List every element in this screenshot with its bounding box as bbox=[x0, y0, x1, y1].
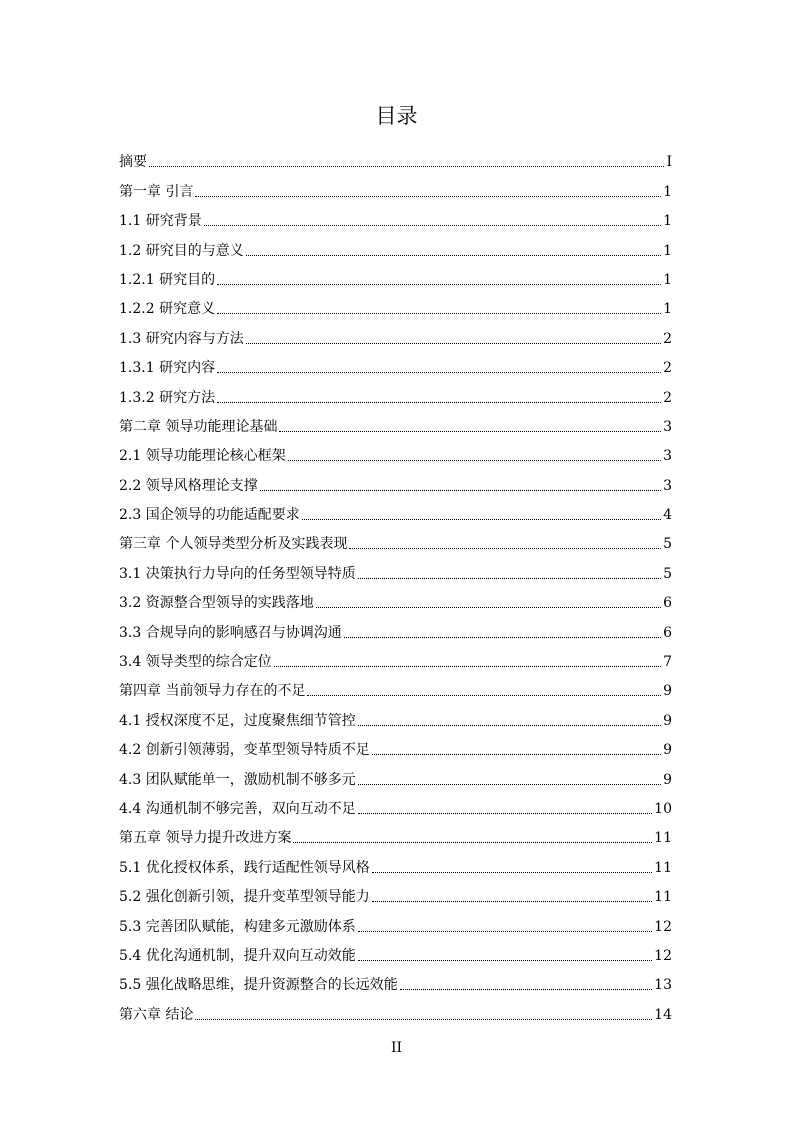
toc-entry[interactable] bbox=[119, 583, 672, 612]
toc-entry-page: 14 bbox=[654, 1006, 672, 1023]
page-number: II bbox=[390, 1040, 403, 1056]
toc-entry[interactable] bbox=[119, 965, 672, 994]
toc-entry-page: 9 bbox=[663, 712, 672, 729]
dot-leader bbox=[358, 930, 652, 932]
dot-leader bbox=[358, 577, 661, 579]
toc-entry-label: 第一章 引言 bbox=[119, 183, 194, 200]
dot-leader bbox=[349, 547, 661, 549]
dot-leader bbox=[293, 841, 652, 843]
toc-entry-label: 第二章 领导功能理论基础 bbox=[119, 418, 278, 435]
toc-entry[interactable] bbox=[119, 847, 672, 876]
toc-entry-page: 11 bbox=[654, 889, 672, 906]
toc-entry-label: 5.2 强化创新引领，提升变革型领导能力 bbox=[119, 889, 370, 906]
toc-entry-label: 3.1 决策执行力导向的任务型领导特质 bbox=[119, 565, 356, 582]
dot-leader bbox=[358, 783, 661, 785]
dot-leader bbox=[279, 430, 661, 432]
toc-entry[interactable] bbox=[119, 700, 672, 729]
toc-entry-page: I bbox=[666, 154, 672, 171]
toc-entry-label: 1.3.2 研究方法 bbox=[119, 389, 216, 406]
toc-entry-label: 3.3 合规导向的影响感召与协调沟通 bbox=[119, 624, 342, 641]
toc-entry-label: 1.2 研究目的与意义 bbox=[119, 242, 244, 259]
dot-leader bbox=[260, 489, 661, 491]
toc-entry[interactable] bbox=[119, 671, 672, 700]
dot-leader bbox=[217, 371, 661, 373]
toc-entry-page: 1 bbox=[663, 213, 672, 230]
toc-entry[interactable] bbox=[119, 642, 672, 671]
toc-entry-label: 5.1 优化授权体系，践行适配性领导风格 bbox=[119, 859, 370, 876]
dot-leader bbox=[372, 871, 652, 873]
toc-entry-page: 1 bbox=[663, 301, 672, 318]
toc-entry-page: 3 bbox=[663, 477, 672, 494]
toc-entry-label: 第六章 结论 bbox=[119, 1006, 194, 1023]
toc-entry[interactable] bbox=[119, 789, 672, 818]
toc-entry-label: 2.1 领导功能理论核心框架 bbox=[119, 448, 286, 465]
toc-entry-page: 5 bbox=[663, 536, 672, 553]
toc-entry[interactable] bbox=[119, 553, 672, 582]
dot-leader bbox=[246, 254, 661, 256]
dot-leader bbox=[344, 636, 661, 638]
toc-entry-label: 4.1 授权深度不足，过度聚焦细节管控 bbox=[119, 712, 356, 729]
toc-entry[interactable] bbox=[119, 495, 672, 524]
dot-leader bbox=[274, 665, 661, 667]
dot-leader bbox=[204, 224, 661, 226]
toc-entry-page: 1 bbox=[663, 271, 672, 288]
toc-entry[interactable] bbox=[119, 142, 672, 171]
toc-entry-page: 9 bbox=[663, 771, 672, 788]
toc-entry[interactable] bbox=[119, 348, 672, 377]
dot-leader bbox=[302, 518, 661, 520]
toc-entry[interactable] bbox=[119, 407, 672, 436]
dot-leader bbox=[358, 959, 652, 961]
toc-entry-label: 摘要 bbox=[119, 154, 147, 171]
toc-entry-label: 1.3.1 研究内容 bbox=[119, 360, 216, 377]
toc-entry[interactable] bbox=[119, 171, 672, 200]
toc-entry-label: 1.3 研究内容与方法 bbox=[119, 330, 244, 347]
toc-entry[interactable] bbox=[119, 936, 672, 965]
toc-entry-page: 1 bbox=[663, 183, 672, 200]
toc-entry-label: 5.4 优化沟通机制，提升双向互动效能 bbox=[119, 947, 356, 964]
toc-entry-page: 2 bbox=[663, 360, 672, 377]
toc-entry[interactable] bbox=[119, 377, 672, 406]
toc-entry[interactable] bbox=[119, 260, 672, 289]
dot-leader bbox=[372, 900, 652, 902]
toc-entry-label: 2.3 国企领导的功能适配要求 bbox=[119, 507, 300, 524]
toc-entry[interactable] bbox=[119, 906, 672, 935]
toc-entry-page: 3 bbox=[663, 448, 672, 465]
dot-leader bbox=[246, 342, 661, 344]
toc-entry-page: 6 bbox=[663, 624, 672, 641]
toc-entry-label: 4.3 团队赋能单一，激励机制不够多元 bbox=[119, 771, 356, 788]
dot-leader bbox=[316, 606, 661, 608]
dot-leader bbox=[400, 988, 652, 990]
dot-leader bbox=[195, 195, 661, 197]
toc-entry-page: 12 bbox=[654, 918, 672, 935]
dot-leader bbox=[358, 812, 652, 814]
toc-entry[interactable] bbox=[119, 230, 672, 259]
toc-entry-label: 4.4 沟通机制不够完善，双向互动不足 bbox=[119, 800, 356, 817]
toc-entry-page: 9 bbox=[663, 742, 672, 759]
dot-leader bbox=[217, 283, 661, 285]
dot-leader bbox=[149, 165, 664, 167]
toc-entry-page: 6 bbox=[663, 595, 672, 612]
toc-entry[interactable] bbox=[119, 465, 672, 494]
toc-entry-page: 2 bbox=[663, 389, 672, 406]
toc-entry[interactable] bbox=[119, 318, 672, 347]
toc-entry[interactable] bbox=[119, 612, 672, 641]
toc-entry-label: 第三章 个人领导类型分析及实践表现 bbox=[119, 536, 348, 553]
toc-entry-page: 12 bbox=[654, 947, 672, 964]
toc-entry-page: 9 bbox=[663, 683, 672, 700]
toc-entry-label: 4.2 创新引领薄弱，变革型领导特质不足 bbox=[119, 742, 370, 759]
dot-leader bbox=[195, 1018, 652, 1020]
toc-entry-label: 2.2 领导风格理论支撑 bbox=[119, 477, 258, 494]
toc-entry-page: 1 bbox=[663, 242, 672, 259]
toc-entry-page: 5 bbox=[663, 565, 672, 582]
table-of-contents bbox=[119, 142, 672, 1024]
toc-entry-label: 3.4 领导类型的综合定位 bbox=[119, 654, 272, 671]
dot-leader bbox=[372, 753, 661, 755]
toc-entry-label: 3.2 资源整合型领导的实践落地 bbox=[119, 595, 314, 612]
dot-leader bbox=[217, 312, 661, 314]
toc-entry-page: 2 bbox=[663, 330, 672, 347]
dot-leader bbox=[288, 459, 661, 461]
toc-entry[interactable] bbox=[119, 877, 672, 906]
toc-entry[interactable] bbox=[119, 759, 672, 788]
toc-entry-page: 7 bbox=[663, 654, 672, 671]
toc-entry-label: 第四章 当前领导力存在的不足 bbox=[119, 683, 306, 700]
toc-entry-label: 5.3 完善团队赋能，构建多元激励体系 bbox=[119, 918, 356, 935]
toc-entry[interactable] bbox=[119, 524, 672, 553]
toc-entry-page: 4 bbox=[663, 507, 672, 524]
toc-entry[interactable] bbox=[119, 436, 672, 465]
toc-title: 目录 bbox=[375, 104, 418, 128]
toc-entry-label: 1.2.2 研究意义 bbox=[119, 301, 216, 318]
toc-entry[interactable] bbox=[119, 201, 672, 230]
toc-entry-page: 3 bbox=[663, 418, 672, 435]
dot-leader bbox=[307, 694, 661, 696]
toc-entry-label: 1.2.1 研究目的 bbox=[119, 271, 216, 288]
toc-entry-label: 1.1 研究背景 bbox=[119, 213, 202, 230]
toc-entry-page: 11 bbox=[654, 830, 672, 847]
dot-leader bbox=[217, 401, 661, 403]
toc-entry[interactable] bbox=[119, 730, 672, 759]
toc-entry-page: 11 bbox=[654, 859, 672, 876]
toc-entry-page: 10 bbox=[654, 800, 672, 817]
toc-entry-label: 第五章 领导力提升改进方案 bbox=[119, 830, 292, 847]
toc-entry-page: 13 bbox=[654, 977, 672, 994]
toc-entry[interactable] bbox=[119, 289, 672, 318]
toc-entry[interactable] bbox=[119, 994, 672, 1023]
dot-leader bbox=[358, 724, 661, 726]
toc-entry[interactable] bbox=[119, 818, 672, 847]
toc-entry-label: 5.5 强化战略思维，提升资源整合的长远效能 bbox=[119, 977, 398, 994]
